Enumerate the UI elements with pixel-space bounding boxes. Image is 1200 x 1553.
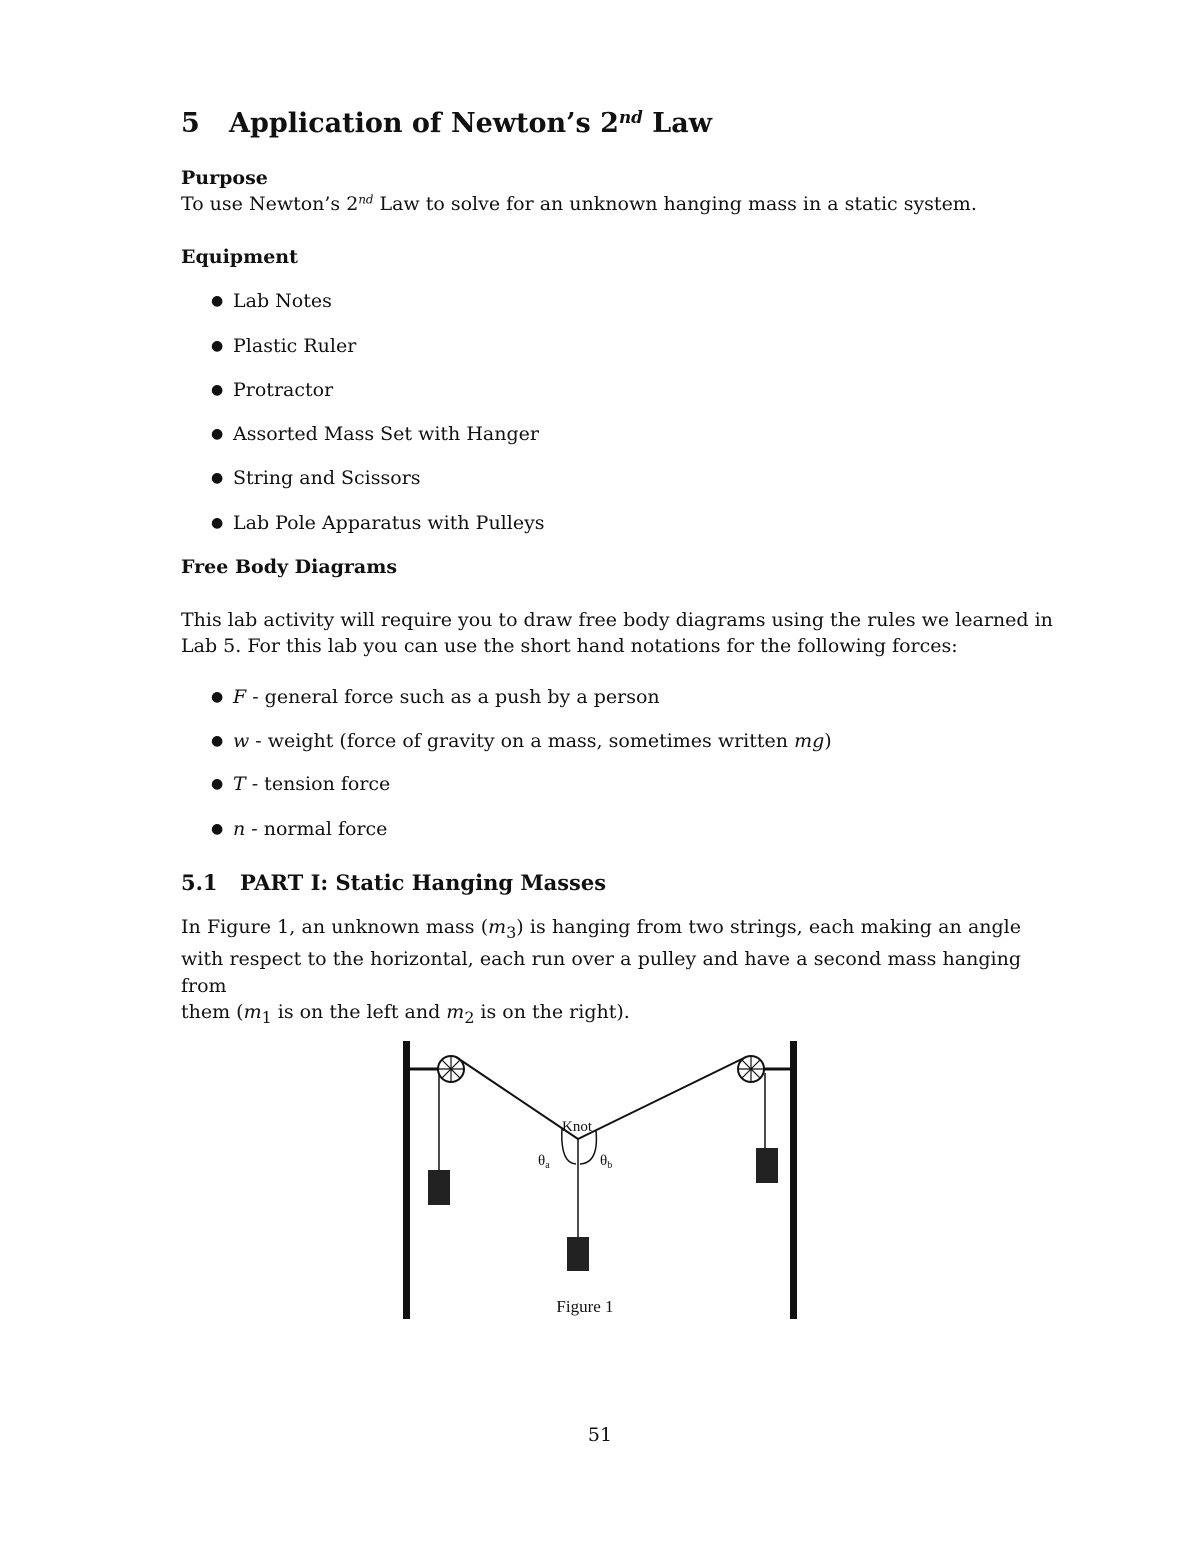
bullet-icon: ● bbox=[211, 338, 224, 354]
free-body-intro-line2: Lab 5. For this lab you can use the short hand notations for the following forces: bbox=[181, 635, 958, 657]
bullet-icon: ● bbox=[211, 689, 224, 705]
free-body-intro-line1: This lab activity will require you to draw free body diagrams using the rules we learned in bbox=[181, 609, 1053, 631]
paragraph-text: is on the right). bbox=[474, 1001, 630, 1024]
force-symbol: F bbox=[233, 686, 247, 708]
list-item-text: Assorted Mass Set with Hanger bbox=[233, 423, 539, 445]
chapter-title-part1: Application of Newton’s 2 bbox=[229, 108, 619, 139]
bullet-icon: ● bbox=[211, 821, 224, 837]
right-pole bbox=[790, 1041, 797, 1319]
purpose-text-part2: Law to solve for an unknown hanging mass in a static system. bbox=[373, 193, 977, 215]
bullet-icon: ● bbox=[211, 733, 224, 749]
math-subscript: 3 bbox=[506, 922, 517, 942]
chapter-title-superscript: nd bbox=[618, 106, 643, 127]
mass-m1 bbox=[428, 1170, 450, 1205]
force-symbol: T bbox=[233, 773, 246, 795]
bullet-icon: ● bbox=[211, 515, 224, 531]
force-symbol: n bbox=[233, 818, 246, 840]
chapter-number: 5 bbox=[181, 108, 200, 139]
equipment-heading: Equipment bbox=[181, 246, 298, 268]
purpose-heading: Purpose bbox=[181, 167, 268, 189]
left-string bbox=[456, 1057, 578, 1139]
free-body-heading: Free Body Diagrams bbox=[181, 556, 398, 578]
math-subscript: 1 bbox=[261, 1008, 272, 1028]
list-item-text: Plastic Ruler bbox=[233, 335, 357, 357]
force-alt-notation: mg bbox=[794, 730, 825, 752]
paragraph-text: ) is hanging from two strings, each making an angle bbox=[516, 916, 1021, 938]
math-symbol: m bbox=[243, 1001, 262, 1024]
force-description: - tension force bbox=[245, 773, 391, 795]
force-description-close: ) bbox=[824, 730, 832, 752]
force-symbol: w bbox=[233, 730, 250, 752]
list-item-text: Lab Notes bbox=[233, 290, 332, 312]
bullet-icon: ● bbox=[211, 426, 224, 442]
paragraph-text: In Figure 1, an unknown mass ( bbox=[181, 916, 489, 938]
section-title: PART I: Static Hanging Masses bbox=[240, 870, 607, 895]
list-item-text: String and Scissors bbox=[233, 467, 421, 489]
left-pole bbox=[403, 1041, 410, 1319]
math-symbol: m bbox=[488, 916, 507, 938]
bullet-icon: ● bbox=[211, 382, 224, 398]
mass-m3 bbox=[567, 1237, 589, 1271]
list-item-text: Lab Pole Apparatus with Pulleys bbox=[233, 512, 545, 534]
purpose-text-part1: To use Newton’s 2 bbox=[181, 193, 359, 215]
list-item-text: Protractor bbox=[233, 379, 334, 401]
math-subscript: 2 bbox=[464, 1008, 475, 1028]
force-description: - normal force bbox=[245, 818, 388, 840]
force-description: - general force such as a push by a person bbox=[246, 686, 660, 708]
chapter-title-part2: Law bbox=[642, 108, 712, 139]
theta-b-label: $\theta_b$ bbox=[600, 1153, 613, 1171]
paragraph-text: them ( bbox=[181, 1001, 244, 1024]
theta-a-label: $\theta_a$ bbox=[538, 1153, 550, 1171]
paragraph-text: with respect to the horizontal, each run over a pulley and have a second mass hanging from bbox=[181, 948, 1021, 997]
force-description: - weight (force of gravity on a mass, sometimes written bbox=[249, 730, 795, 752]
section-number: 5.1 bbox=[181, 870, 218, 895]
bullet-icon: ● bbox=[211, 776, 224, 792]
math-symbol: m bbox=[446, 1001, 465, 1024]
page-number: 51 bbox=[587, 1424, 613, 1446]
figure-caption: Figure 1 bbox=[556, 1297, 614, 1316]
bullet-icon: ● bbox=[211, 470, 224, 486]
right-string bbox=[578, 1057, 746, 1139]
mass-m2 bbox=[756, 1148, 778, 1183]
bullet-icon: ● bbox=[211, 293, 224, 309]
purpose-text-superscript: nd bbox=[358, 192, 374, 207]
paragraph-text: is on the left and bbox=[271, 1001, 447, 1024]
knot-label: Knot bbox=[562, 1119, 592, 1135]
